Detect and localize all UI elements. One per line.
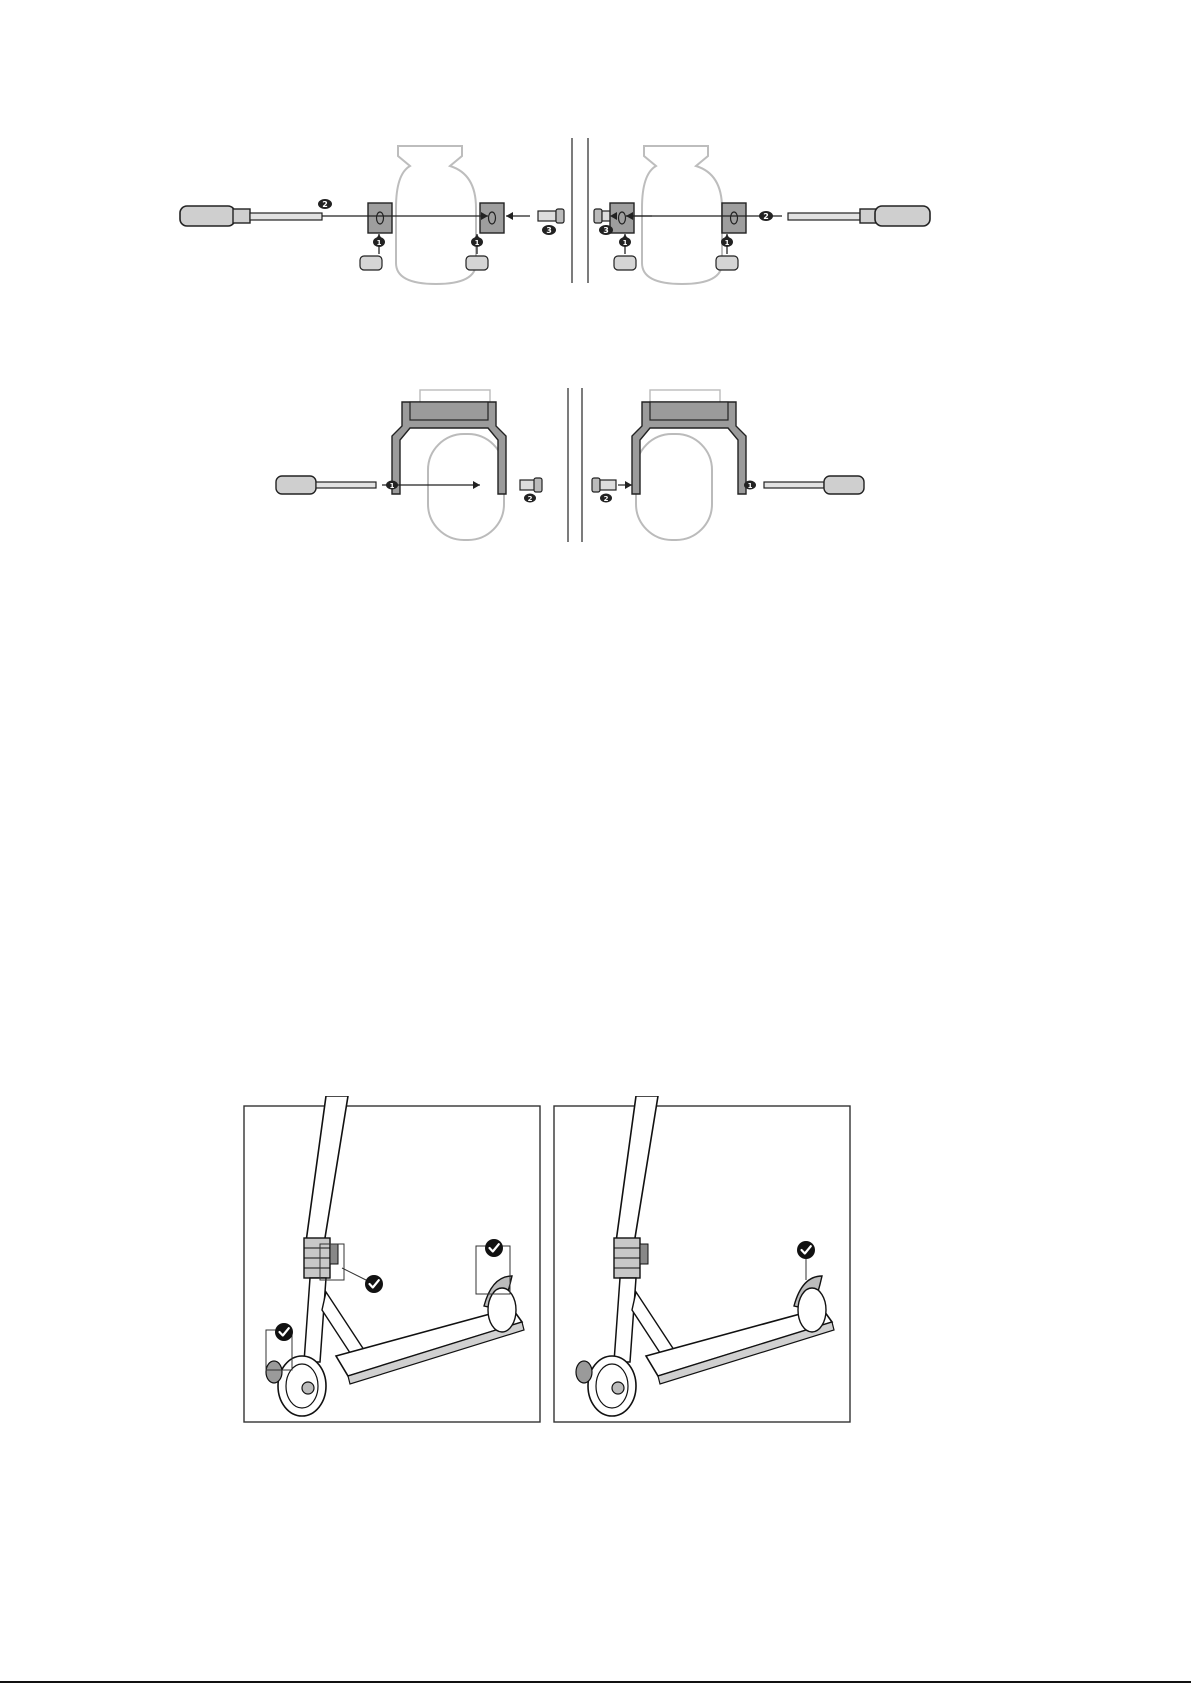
fork-right-label-2: 2 [603, 495, 609, 503]
scooter-panel-right [554, 1096, 850, 1422]
axle-left-label-2: 2 [322, 200, 328, 209]
check-icon-headset [275, 1323, 293, 1341]
page-bottom-rule [0, 1681, 1191, 1683]
axle-right-label-2: 2 [763, 212, 769, 221]
axle-assembly-left [180, 146, 564, 284]
fork-assembly-left [276, 390, 542, 540]
scooter-check-figure [240, 1096, 860, 1426]
axle-left-label-3: 3 [546, 226, 552, 235]
axle-right-label-1b: 1 [724, 239, 730, 247]
fork-right-label-1: 1 [747, 482, 753, 490]
fork-left-label-2: 2 [527, 495, 533, 503]
fork-left-label-1: 1 [389, 482, 395, 490]
axle-assembly-figure [170, 138, 990, 288]
axle-left-label-1a: 1 [376, 239, 382, 247]
fork-assembly-figure [270, 388, 890, 544]
axle-right-label-1a: 1 [622, 239, 628, 247]
scooter-panel-left [244, 1096, 540, 1422]
check-icon-brake [797, 1241, 815, 1259]
axle-assembly-right [594, 146, 930, 284]
axle-left-label-1b: 1 [474, 239, 480, 247]
check-icon-clamp [365, 1275, 383, 1293]
fork-assembly-right [592, 390, 864, 540]
axle-right-label-3: 3 [603, 226, 609, 235]
check-icon-rear-brake [485, 1239, 503, 1257]
